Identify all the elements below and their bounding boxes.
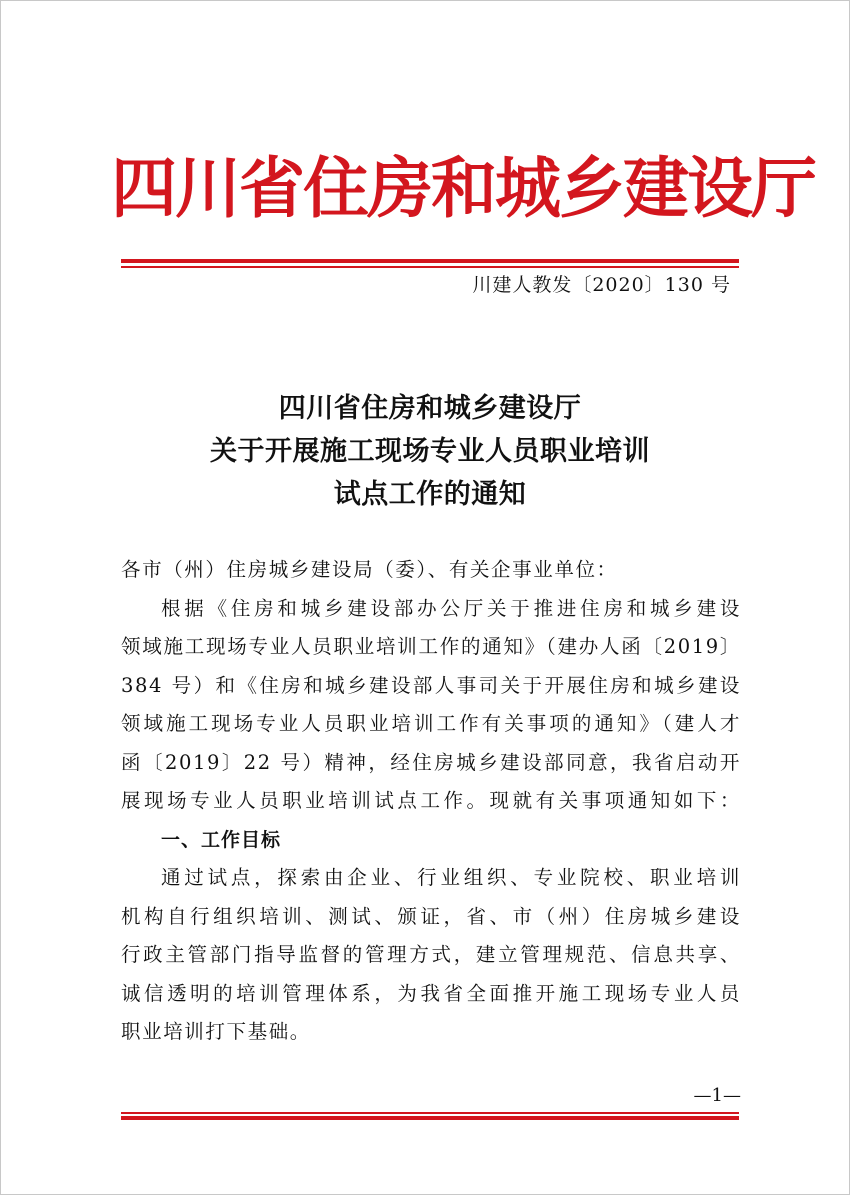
masthead-rule-thick bbox=[121, 259, 739, 263]
footer-rule-thin bbox=[121, 1112, 739, 1114]
title-line: 关于开展施工现场专业人员职业培训 bbox=[210, 436, 650, 467]
title-line: 四川省住房和城乡建设厅 bbox=[278, 393, 582, 424]
title-line: 试点工作的通知 bbox=[333, 479, 527, 510]
masthead-title: 四川省住房和城乡建设厅 bbox=[111, 150, 815, 227]
page-number: —1— bbox=[693, 1085, 741, 1106]
paragraph-line: 384 号）和《住房和城乡建设部人事司关于开展住房和城乡建设 bbox=[121, 673, 741, 697]
paragraph-line: 诚信透明的培训管理体系，为我省全面推开施工现场专业人员 bbox=[121, 981, 741, 1005]
salutation: 各市（州）住房城乡建设局（委）、有关企事业单位： bbox=[121, 558, 618, 581]
document-title bbox=[121, 387, 739, 516]
document-number: 川建人教发〔2020〕130 号 bbox=[472, 274, 731, 296]
footer-rule-thick bbox=[121, 1116, 739, 1120]
paragraph-line: 机构自行组织培训、测试、颁证，省、市（州）住房城乡建设 bbox=[121, 904, 741, 928]
paragraph-line: 函〔2019〕22 号）精神，经住房城乡建设部同意，我省启动开 bbox=[121, 750, 741, 774]
paragraph-line: 行政主管部门指导监督的管理方式，建立管理规范、信息共享、 bbox=[121, 943, 741, 966]
paragraph-line: 展现场专业人员职业培训试点工作。现就有关事项通知如下： bbox=[121, 789, 741, 812]
paragraph-line: 领域施工现场专业人员职业培训工作有关事项的通知》（建人才 bbox=[121, 712, 741, 735]
masthead-rule-thin bbox=[121, 266, 739, 268]
paragraph-line: 根据《住房和城乡建设部办公厅关于推进住房和城乡建设 bbox=[161, 596, 741, 620]
document-body bbox=[121, 551, 741, 1052]
paragraph-line: 通过试点，探索由企业、行业组织、专业院校、职业培训 bbox=[161, 866, 741, 889]
paragraph-line: 职业培训打下基础。 bbox=[121, 1020, 311, 1043]
paragraph-line: 领域施工现场专业人员职业培训工作的通知》（建办人函〔2019〕 bbox=[121, 635, 741, 658]
section-heading: 一、工作目标 bbox=[161, 828, 282, 851]
